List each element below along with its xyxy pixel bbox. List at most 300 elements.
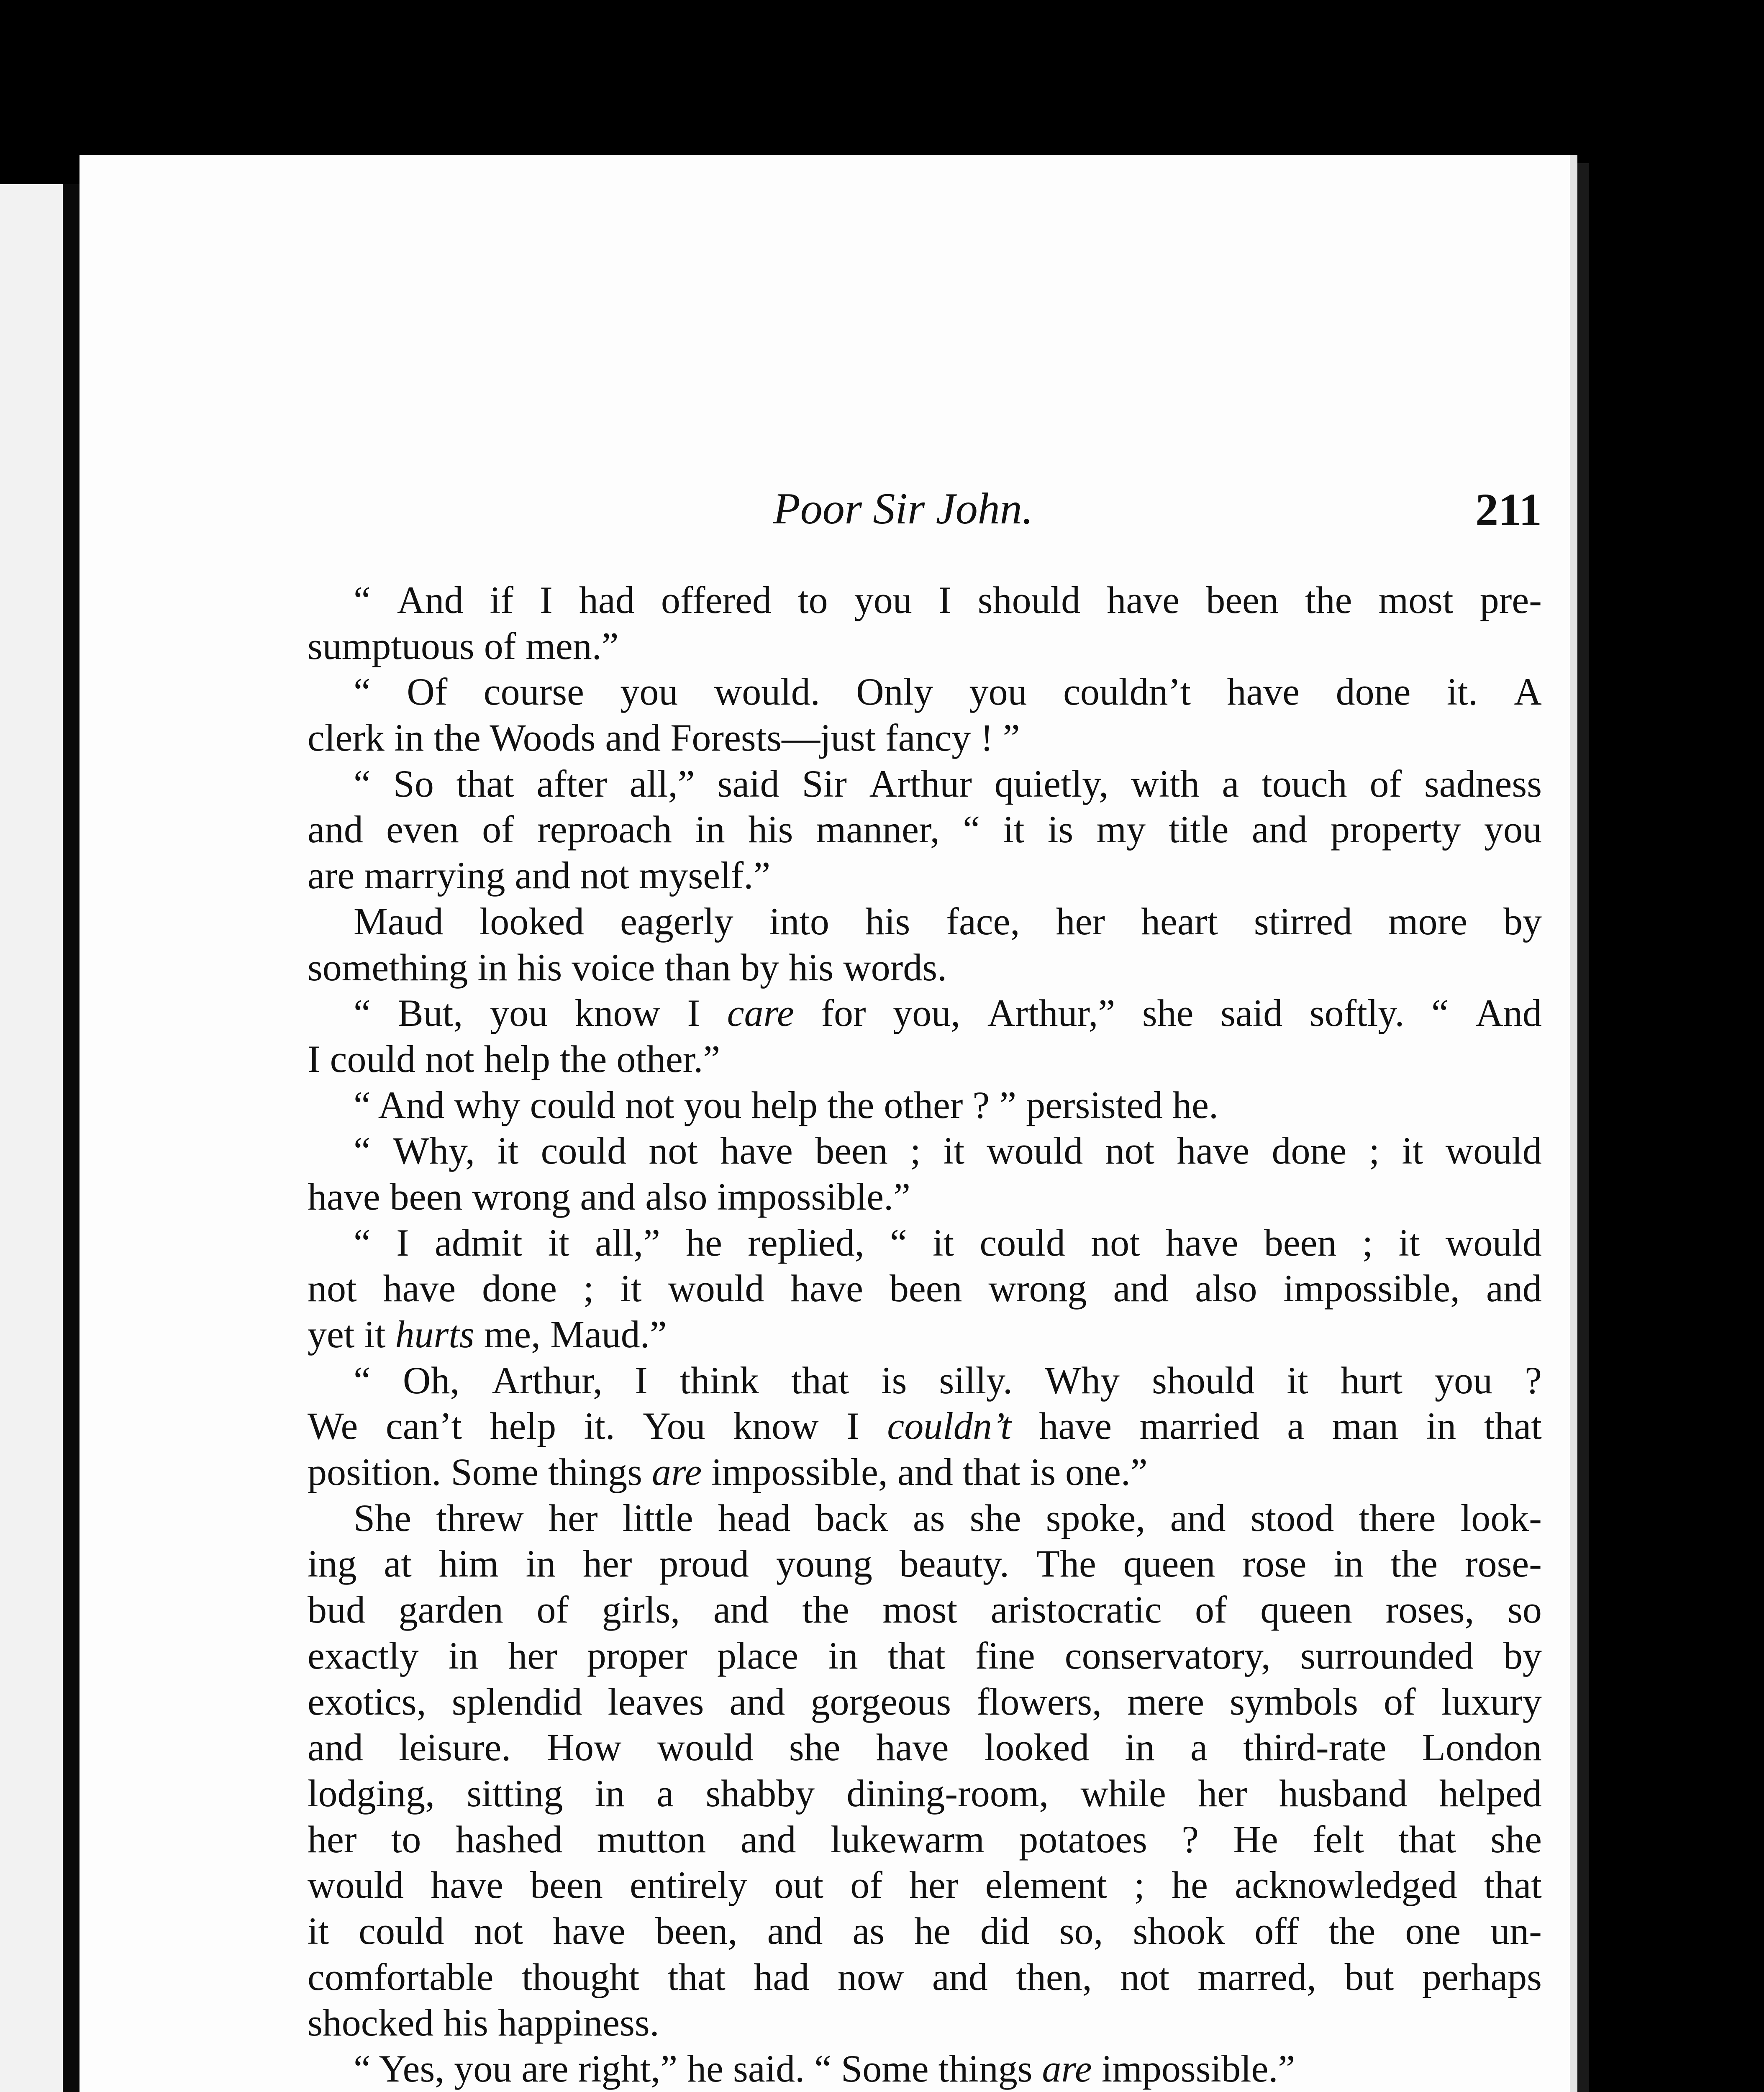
word: his [748,808,793,851]
word: been, [655,1909,738,1952]
word: is [1047,808,1074,851]
word: ; [583,1267,594,1310]
word: manner, [816,808,940,851]
word: mutton [597,1818,706,1861]
word: “ [354,762,371,805]
word: if [490,579,513,621]
word: couldn’t [1063,670,1191,713]
word: beauty. [899,1542,1009,1585]
word: But, [397,992,463,1035]
book-page [79,155,1577,2092]
word: after [536,762,607,805]
word: the [1390,1542,1438,1585]
word: touch [1261,762,1347,805]
word: potatoes [1019,1818,1147,1861]
text-line [308,715,1542,761]
word: yet it hurts me, Maud.” [308,1313,667,1356]
word: Oh, [403,1359,460,1402]
word: so [1508,1588,1542,1631]
word: leaves [608,1680,704,1723]
word: been [815,1129,888,1172]
text-line [308,945,1542,991]
word: I [396,1221,409,1264]
word: he [686,1221,723,1264]
word: could [979,1221,1065,1264]
word: bud [308,1588,365,1631]
word: not [1120,1955,1169,1998]
text-line [308,1266,1542,1312]
word: have [383,1267,456,1310]
word: think [679,1359,759,1402]
word: of [482,808,514,851]
word: have [1107,579,1180,621]
word: in [1125,1726,1155,1769]
word: in [828,1634,858,1677]
word: her [909,1864,959,1907]
word: not [1105,1129,1155,1172]
text-line [308,807,1542,853]
word: my [1096,808,1146,851]
word: would [657,1726,754,1769]
word: would [668,1267,764,1310]
word: property [1330,808,1461,851]
word: then, [1016,1955,1092,1998]
text-line [308,1449,1542,1495]
word: silly. [939,1359,1013,1402]
word: and [767,1909,823,1952]
page-number: 211 [1475,484,1542,535]
word: offered [661,579,772,621]
word: and [740,1818,796,1861]
word: done [482,1267,557,1310]
word: it [620,1267,642,1310]
word: comfortable [308,1955,494,1998]
word: entirely [630,1864,748,1907]
word: all,” [595,1221,660,1264]
word: young [776,1542,872,1585]
word: as [913,1496,945,1539]
word: Sir [802,762,847,805]
word: shocked his happiness. [308,2001,659,2044]
word: of [1383,1680,1416,1723]
text-line [308,2046,1542,2092]
word: of [1195,1588,1227,1631]
word: little [622,1496,693,1539]
word: I could not help the other.” [308,1037,720,1080]
word: her [508,1634,557,1677]
word: “ Yes, you are right,” he said. “ Some things are impossible.” [354,2047,1295,2090]
word: would [1445,1129,1542,1172]
word: dining-room, [846,1772,1049,1815]
word: it [548,1221,569,1264]
word: head [718,1496,791,1539]
word: to [798,579,828,621]
word: “ [354,1129,371,1172]
word: Only [856,670,933,713]
word: conservatory, [1064,1634,1271,1677]
word: know [733,1405,819,1448]
word: he [1172,1864,1208,1907]
word: you [1435,1359,1492,1402]
word: “ [354,1221,371,1264]
word: couldn’t [887,1405,1011,1448]
word: have [1039,1405,1112,1448]
word: said [1220,992,1283,1035]
word: reproach [537,808,672,851]
word: and [932,1955,988,1998]
word: “ [354,1359,371,1402]
word: now [837,1955,904,1998]
word: I [540,579,553,621]
word: could [359,1909,444,1952]
word: And [397,579,464,621]
word: in [448,1634,479,1677]
word: is [881,1359,907,1402]
word: you [854,579,912,621]
text-line [308,990,1542,1036]
word: wrong [988,1267,1087,1310]
word: admit [434,1221,523,1264]
word: one [1405,1909,1461,1952]
word: A [1514,670,1542,713]
word: have [553,1909,626,1952]
word: and [713,1588,769,1631]
word: And [1475,992,1542,1035]
word: have [1177,1129,1250,1172]
word: helped [1439,1772,1542,1815]
word: it [943,1129,965,1172]
word: aristocratic [990,1588,1162,1631]
word: it. [1446,670,1478,713]
word: would. [714,670,820,713]
text-line [308,1633,1542,1679]
word: have [790,1267,863,1310]
word: she [969,1496,1021,1539]
word: also [1195,1267,1257,1310]
word: you [490,992,548,1035]
word: The [1036,1542,1096,1585]
word: married [1139,1405,1259,1448]
text-line [308,1725,1542,1771]
word: it [1003,808,1025,851]
word: that [791,1359,849,1402]
word: been [1264,1221,1337,1264]
text-line [308,1312,1542,1358]
word: into [769,900,829,943]
word: a [1222,762,1239,805]
word: Arthur,” [987,992,1115,1035]
word: she [1490,1818,1542,1861]
word: most [1378,579,1454,621]
word: him [438,1542,499,1585]
text-line [308,1036,1542,1082]
text-line [308,577,1542,623]
word: in [1333,1542,1364,1585]
word: the [1328,1909,1376,1952]
word: that [456,762,514,805]
text-line [308,1495,1542,1541]
word: thought [522,1955,640,1998]
word: her [583,1542,632,1585]
word: it [308,1909,329,1952]
page-header [79,483,1542,550]
word: should [1152,1359,1255,1402]
word: that [887,1634,946,1677]
word: her [549,1496,598,1539]
word: that [1484,1864,1542,1907]
word: have [876,1726,949,1769]
word: have [1227,670,1300,713]
word: and [1170,1496,1226,1539]
word: and [308,808,363,851]
word: course [483,670,584,713]
word: face, [946,900,1020,943]
word: so, [1059,1909,1103,1952]
word: proper [587,1634,687,1677]
word: exactly [308,1634,419,1677]
word: in [695,808,725,851]
word: would [1445,1221,1542,1264]
word: man [1332,1405,1399,1448]
word: I [635,1359,648,1402]
word: that [1398,1818,1456,1861]
word: had [754,1955,810,1998]
word: “ And why could not you help the other ? ” persisted he. [354,1083,1218,1126]
word: while [1080,1772,1166,1815]
word: it [1398,1221,1420,1264]
word: felt [1313,1818,1364,1861]
text-line [308,1771,1542,1817]
word: splendid [451,1680,582,1723]
word: off [1254,1909,1299,1952]
text-line [308,853,1542,899]
word: and [1251,808,1308,851]
text-line [308,1403,1542,1449]
word: softly. [1309,992,1405,1035]
word: by [1503,1634,1542,1677]
word: sadness [1424,762,1542,805]
word: ; [1369,1129,1380,1172]
word: and [1486,1267,1542,1310]
word: it [1402,1129,1423,1172]
word: that [1484,1405,1542,1448]
word: and [308,1726,363,1769]
word: Arthur [869,762,972,805]
word: help [490,1405,556,1448]
word: ; [910,1129,921,1172]
word: pre- [1479,579,1542,621]
word: “ [963,808,980,851]
word: her [1056,900,1105,943]
word: I [687,992,700,1035]
text-line [308,899,1542,945]
word: flowers, [977,1680,1102,1723]
word: ; [1134,1864,1145,1907]
word: out [774,1864,823,1907]
word: shook [1133,1909,1225,1952]
word: have been wrong and also impossible.” [308,1175,910,1218]
word: symbols [1230,1680,1358,1723]
word: replied, [748,1221,864,1264]
word: and [1113,1267,1169,1310]
word: roses, [1385,1588,1474,1631]
text-line [308,1358,1542,1404]
facing-page-edge [0,184,79,2092]
word: in [1426,1405,1456,1448]
word: “ [354,670,371,713]
word: stirred [1254,900,1352,943]
word: it [497,1129,519,1172]
text-line [308,1220,1542,1266]
word: element [985,1864,1108,1907]
word: done [1336,670,1411,713]
word: He [1233,1818,1278,1861]
word: mere [1127,1680,1205,1723]
word: fine [975,1634,1035,1677]
word: in [595,1772,625,1815]
word: quietly, [994,762,1109,805]
word: clerk in the Woods and Forests—just fancy ! ” [308,716,1020,759]
text-line [308,1862,1542,1908]
word: a [656,1772,674,1815]
word: I [938,579,951,621]
word: for [821,992,866,1035]
word: surrounded [1300,1634,1474,1677]
word: with [1131,762,1200,805]
word: lodging, [308,1772,435,1815]
word: ing [308,1542,357,1585]
word: We [308,1405,358,1448]
word: third-rate [1243,1726,1387,1769]
word: you [1484,808,1542,851]
word: done [1272,1129,1347,1172]
word: not [649,1129,698,1172]
word: girls, [602,1588,680,1631]
word: London [1422,1726,1542,1769]
word: Maud [354,900,444,943]
word: marred, [1197,1955,1317,1998]
text-line [308,2000,1542,2046]
word: Why [1045,1359,1120,1402]
word: place [717,1634,799,1677]
word: look- [1460,1496,1542,1539]
word: even [386,808,459,851]
word: to [391,1818,421,1861]
word: un- [1490,1909,1542,1952]
word: back [815,1496,888,1539]
word: shabby [705,1772,815,1815]
text-line [308,1908,1542,1954]
word: the [802,1588,849,1631]
word: said [717,762,779,805]
word: have [431,1864,503,1907]
word: at [384,1542,412,1585]
word: a [1190,1726,1208,1769]
word: Why, [393,1129,475,1172]
word: I [846,1405,859,1448]
word: title [1169,808,1229,851]
word: of [850,1864,882,1907]
word: her [308,1818,357,1861]
word: there [1359,1496,1436,1539]
text-line [308,761,1542,807]
word: had [579,579,635,621]
word: you [620,670,678,713]
word: looked [984,1726,1090,1769]
text-line [308,1541,1542,1587]
text-line [308,1679,1542,1725]
word: rose [1242,1542,1307,1585]
word: he [914,1909,951,1952]
word: not [1091,1221,1140,1264]
word: know [574,992,660,1035]
text-line [308,1128,1542,1174]
word: his [865,900,910,943]
word: looked [479,900,585,943]
word: most [882,1588,958,1631]
word: been [889,1267,962,1310]
word: she [1142,992,1194,1035]
word: “ [354,579,371,621]
word: the [1305,579,1352,621]
word: stood [1250,1496,1334,1539]
word: are marrying and not myself.” [308,854,771,897]
word: can’t [385,1405,462,1448]
word: sitting [467,1772,563,1815]
word: but [1344,1955,1394,1998]
page-edge-shadow [1577,163,1589,2092]
word: eagerly [620,900,733,943]
word: should [977,579,1081,621]
word: her [1198,1772,1247,1815]
text-line [308,1954,1542,2000]
text-line [308,1082,1542,1128]
word: spoke, [1046,1496,1146,1539]
word: threw [436,1496,524,1539]
word: that [667,1955,726,1998]
word: it [1287,1359,1308,1402]
running-title: Poor Sir John. [773,484,1033,533]
word: would [987,1129,1083,1172]
text-line [308,669,1542,715]
word: lukewarm [830,1818,985,1861]
word: heart [1141,900,1218,943]
word: luxury [1441,1680,1542,1723]
word: queen [1260,1588,1352,1631]
word: of [1369,762,1402,805]
word: rose- [1464,1542,1542,1585]
word: hurt [1340,1359,1402,1402]
word: exotics, [308,1680,426,1723]
word: did [980,1909,1030,1952]
word: been [1206,579,1279,621]
word: perhaps [1422,1955,1542,1998]
word: she [789,1726,841,1769]
word: Arthur, [492,1359,603,1402]
word: ; [1362,1221,1373,1264]
word: of [536,1588,569,1631]
word: have [720,1129,793,1172]
word: ? [1525,1359,1542,1402]
word: So [393,762,434,805]
word: “ [890,1221,907,1264]
word: leisure. [399,1726,511,1769]
word: you [969,670,1027,713]
word: impossible, [1283,1267,1460,1310]
word: could [541,1129,627,1172]
text-line [308,623,1542,669]
word: hashed [455,1818,563,1861]
